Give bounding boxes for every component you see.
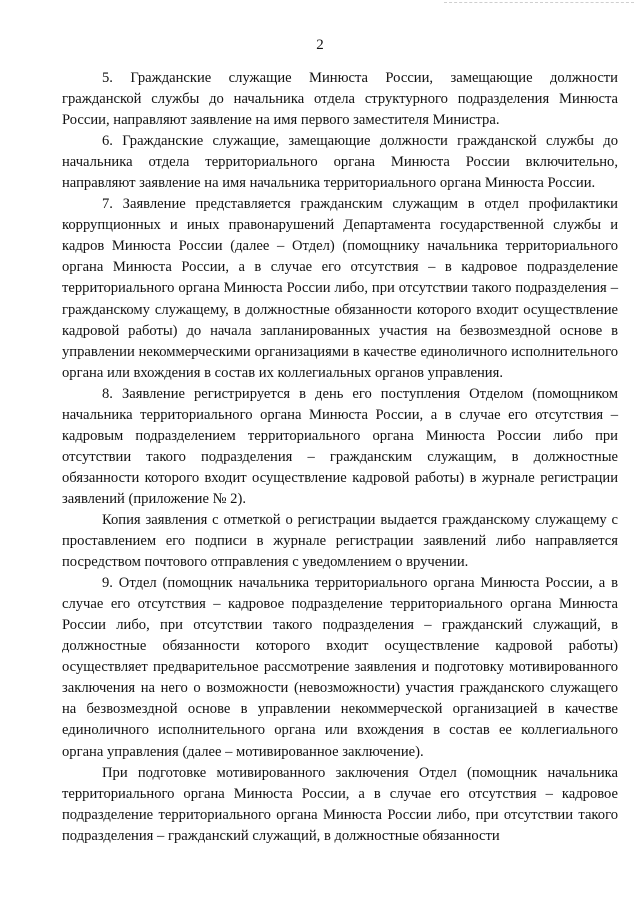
paragraph-item-8: 8. Заявление регистрируется в день его поступления Отделом (помощником начальника территориального органа Минюста России, а в случае его отсутствия – кадровым подразделением территориального органа Минюста России либо при отсутствии такого подразделения – гражданским служащим, в должностные обязанности которого входит осуществление кадровой работы) в журнале регистрации заявлений (приложение № 2). — [62, 385, 618, 507]
paragraph-copy-of-application: Копия заявления с отметкой о регистрации выдается гражданскому служащему с проставлением его подписи в журнале регистрации заявлений либо направляется посредством почтового отправления с уведомлением о вручении. — [62, 511, 618, 571]
scan-edge-mark — [444, 2, 634, 5]
paragraph-item-7: 7. Заявление представляется гражданским служащим в отдел профилактики коррупционных и иных правонарушений Департамента государственной службы и кадров Минюста России (далее – Отдел) (помощнику начальника территориального органа Минюста России, а в случае его отсутствия – в кадровое подразделение территориального органа Минюста России либо, при отсутствии такого подразделения – гражданскому служащему, в должностные обязанности которого входит осуществление кадровой работы) до начала запланированных участия на безвозмездной основе в управлении некоммерческими организациями в качестве единоличного исполнительного органа или вхождения в состав их коллегиальных органов управления. — [62, 196, 618, 381]
paragraph-motivated-conclusion: При подготовке мотивированного заключения Отдел (помощник начальника территориального органа Минюста России, а в случае его отсутствия – кадровое подразделение территориального органа Минюста России либо, при отсутствии такого подразделения – гражданский служащий, в должностные обязанности — [62, 764, 618, 844]
document-body — [62, 68, 618, 847]
paragraph-item-9: 9. Отдел (помощник начальника территориального органа Минюста России, а в случае его отсутствия – кадровое подразделение территориального органа Минюста России либо, при отсутствии такого подразделения – гражданский служащий, в должностные обязанности которого входит осуществление кадровой работы) осуществляет предварительное рассмотрение заявления и подготовку мотивированного заключения на него о возможности (невозможности) участия гражданского служащего на безвозмездной основе в управлении некоммерческой организацией в качестве единоличного исполнительного органа или вхождения в состав ее коллегиального органа управления (далее – мотивированное заключение). — [62, 575, 618, 760]
page-number: 2 — [316, 37, 324, 53]
paragraph-item-6: 6. Гражданские служащие, замещающие должности гражданской службы до начальника отдела территориального органа Минюста России включительно, направляют заявление на имя начальника территориального органа Минюста России. — [62, 133, 618, 192]
paragraph-item-5: 5. Гражданские служащие Минюста России, замещающие должности гражданской службы до начальника отдела структурного подразделения Минюста России, направляют заявление на имя первого заместителя Министра. — [62, 70, 618, 129]
